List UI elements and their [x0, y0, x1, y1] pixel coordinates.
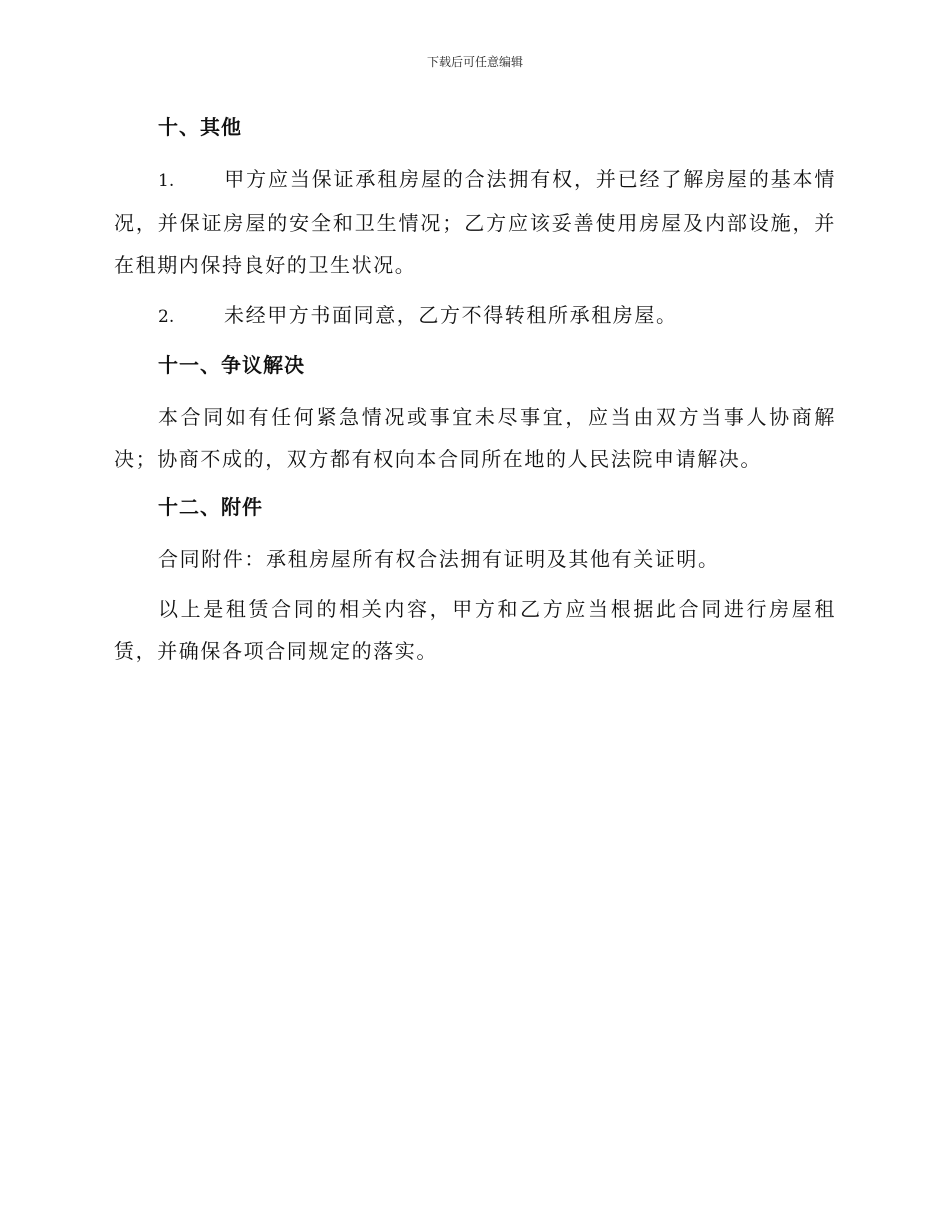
clause-text: 甲方应当保证承租房屋的合法拥有权，并已经了解房屋的基本情况，并保证房屋的安全和卫生情况；乙方应该妥善使用房屋及内部设施，并在租期内保持良好的卫生状况。 — [114, 167, 836, 277]
page-header: 下载后可任意编辑 — [426, 55, 523, 69]
closing-paragraph: 以上是租赁合同的相关内容，甲方和乙方应当根据此合同进行房屋租赁，并确保各项合同规定的落实。 — [114, 597, 836, 663]
document-body — [114, 108, 836, 680]
clause-2 — [114, 294, 836, 338]
attachment-paragraph: 合同附件：承租房屋所有权合法拥有证明及其他有关证明。 — [158, 547, 720, 571]
clause-1 — [114, 158, 836, 286]
dispute-paragraph: 本合同如有任何紧急情况或事宜未尽事宜，应当由双方当事人协商解决；协商不成的，双方都有权向本合同所在地的人民法院申请解决。 — [114, 405, 836, 471]
clause-number: 2. — [158, 307, 175, 327]
section-heading-other: 十、其他 — [158, 115, 242, 139]
section-heading-dispute: 十一、争议解决 — [158, 353, 305, 377]
clause-number: 1. — [158, 171, 175, 191]
section-heading-attachment: 十二、附件 — [158, 495, 263, 519]
clause-text: 未经甲方书面同意，乙方不得转租所承租房屋。 — [224, 303, 678, 327]
